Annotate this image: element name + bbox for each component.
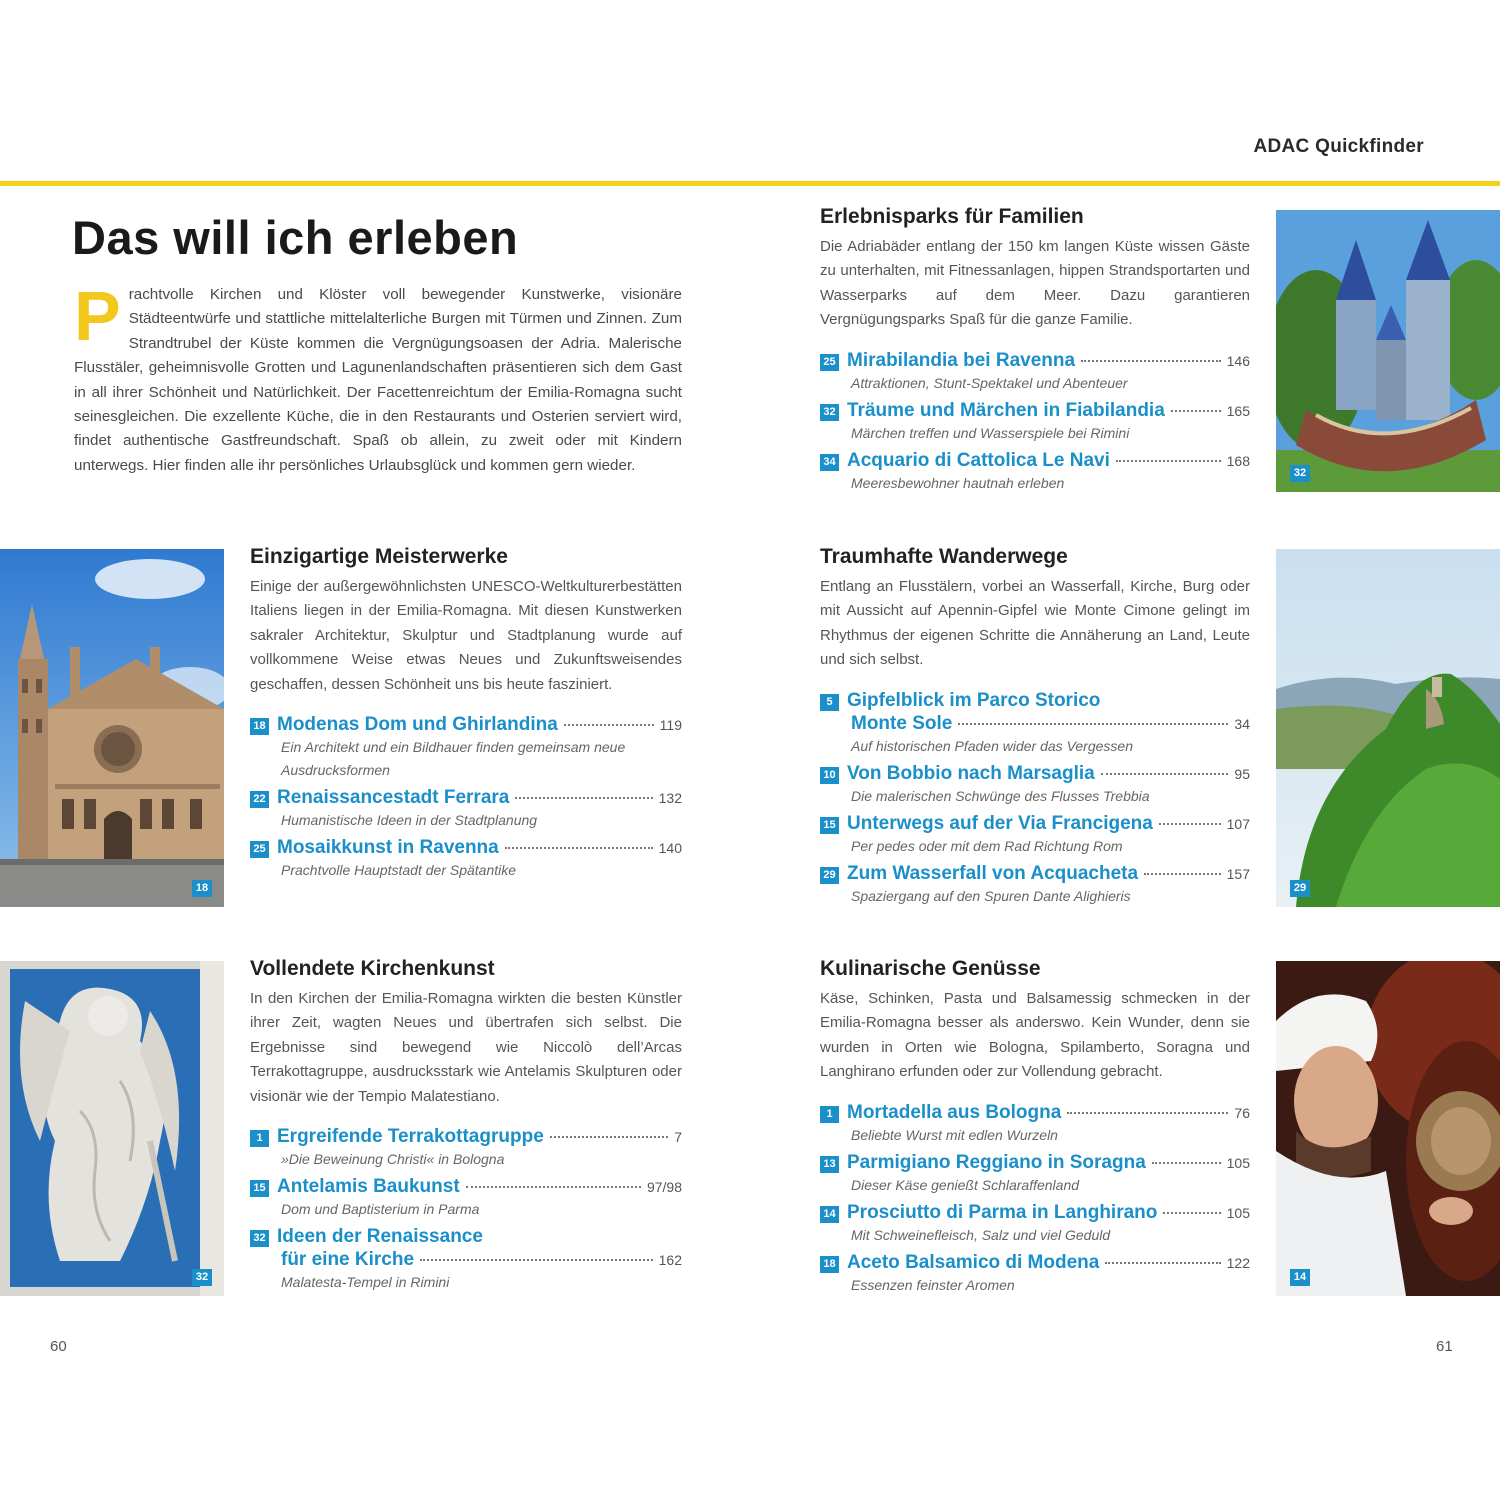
dropcap: P [74, 277, 121, 355]
photo-green-hills [1276, 549, 1500, 907]
entry-number: 5 [820, 694, 839, 711]
section-description: Entlang an Flusstälern, vorbei an Wasserfall, Kirche, Burg oder mit Aussicht auf Apennin-Gipfel wie Monte Cimone gelingt im Rhythmus der eigenen Schritte die Annäherung an Land, Leute und sich selbst. [820, 578, 1250, 669]
entry-number: 34 [820, 454, 839, 471]
section-title: Erlebnisparks für Familien [820, 205, 1084, 228]
leader-dots [550, 1136, 668, 1138]
entry-number: 14 [820, 1206, 839, 1223]
entry-subtitle: Ein Architekt und ein Bildhauer finden gemeinsam neue Ausdrucksformen [281, 739, 626, 779]
photo-terracotta-relief [0, 961, 224, 1296]
entry-subtitle: Meeresbewohner hautnah erleben [851, 474, 1065, 491]
entry-number: 18 [250, 718, 269, 735]
entry-page: 165 [1226, 402, 1250, 419]
entry-title: Antelamis Baukunst [277, 1176, 460, 1198]
photo-number-badge: 32 [1290, 465, 1310, 482]
list-item[interactable] [820, 399, 1250, 445]
entry-subtitle: Mit Schweinefleisch, Salz und viel Geduld [851, 1226, 1111, 1243]
entry-subtitle: Spaziergang auf den Spuren Dante Alighieris [851, 887, 1131, 904]
list-item[interactable] [250, 1125, 682, 1171]
leader-dots [1159, 823, 1221, 825]
entry-page: 105 [1226, 1154, 1250, 1171]
list-item[interactable] [250, 786, 682, 832]
leader-dots [505, 847, 653, 849]
leader-dots [1101, 773, 1229, 775]
leader-dots [1116, 460, 1221, 462]
entry-page: 162 [658, 1252, 682, 1269]
entry-title: Von Bobbio nach Marsaglia [847, 762, 1095, 784]
entry-page: 97/98 [646, 1179, 682, 1196]
entry-subtitle: Per pedes oder mit dem Rad Richtung Rom [851, 837, 1123, 854]
entry-list [820, 1101, 1250, 1297]
entry-number: 32 [820, 404, 839, 421]
list-item[interactable] [820, 1151, 1250, 1197]
entry-number: 1 [250, 1130, 269, 1147]
entry-subtitle: Malatesta-Tempel in Rimini [281, 1274, 450, 1291]
entry-title-continued: für eine Kirche [281, 1249, 415, 1271]
leader-dots [420, 1259, 653, 1261]
list-item[interactable] [820, 812, 1250, 858]
entry-list [820, 349, 1250, 495]
photo-ham-cellar [1276, 961, 1500, 1296]
entry-subtitle: Dieser Käse genießt Schlaraffenland [851, 1176, 1080, 1193]
photo-number-badge: 14 [1290, 1269, 1310, 1286]
entry-page: 7 [674, 1129, 682, 1146]
entry-page: 140 [658, 840, 682, 857]
entry-page: 107 [1226, 815, 1250, 832]
entry-number: 15 [820, 817, 839, 834]
list-item[interactable] [250, 713, 682, 782]
entry-subtitle: Prachtvolle Hauptstadt der Spätantike [281, 862, 517, 879]
entry-title: Mirabilandia bei Ravenna [847, 349, 1076, 371]
list-item[interactable] [820, 349, 1250, 395]
entry-page: 76 [1234, 1104, 1250, 1121]
photo-modena-cathedral [0, 549, 224, 907]
entry-page: 157 [1226, 865, 1250, 882]
list-item[interactable] [820, 689, 1250, 758]
entry-title: Acquario di Cattolica Le Navi [847, 449, 1110, 471]
entry-number: 25 [820, 354, 839, 371]
entry-number: 25 [250, 841, 269, 858]
entry-subtitle: Die malerischen Schwünge des Flusses Trebbia [851, 787, 1150, 804]
intro-text: rachtvolle Kirchen und Klöster voll bewegender Kunstwerke, visionäre Städteentwürfe und stattliche mittelalterliche Burgen mit Türmen und Zinnen. Zum Strandtrubel der Küste kommen die Vergnügungsoasen der Adria. Malerische Flusstäler, geheimnisvolle Grotten und Lagunenlandschaften präsentieren sich dem Gast in all ihrer Schönheit und Natürlichkeit. Der Facettenreichtum der Emilia-Romagna sucht seinesgleichen. Die exzellente Küche, die in den Restaurants und Osterien serviert wird, findet authentische Gastfreundschaft. Spaß ob allein, zu zweit oder mit Kindern unterwegs. Hier finden alle ihr persönliches Urlaubsglück und kommen gern wieder. [74, 286, 682, 474]
entry-page: 146 [1226, 352, 1250, 369]
entry-number: 22 [250, 791, 269, 808]
entry-title: Zum Wasserfall von Acquacheta [847, 862, 1139, 884]
leader-dots [466, 1186, 641, 1188]
leader-dots [1163, 1212, 1220, 1214]
page-number-left: 60 [50, 1338, 67, 1355]
entry-subtitle: Humanistische Ideen in der Stadtplanung [281, 812, 538, 829]
section-kulinarisch [820, 957, 1250, 1301]
entry-title: Renaissancestadt Ferrara [277, 787, 510, 809]
entry-number: 15 [250, 1180, 269, 1197]
entry-page: 34 [1234, 715, 1250, 732]
list-item[interactable] [820, 1251, 1250, 1297]
page-title: Das will ich erleben [72, 211, 519, 264]
entry-title: Ideen der Renaissance [277, 1226, 483, 1248]
list-item[interactable] [820, 762, 1250, 808]
entry-subtitle: »Die Beweinung Christi« in Bologna [281, 1151, 505, 1168]
entry-page: 119 [659, 717, 682, 734]
section-meisterwerke [250, 545, 682, 886]
entry-title: Unterwegs auf der Via Francigena [847, 812, 1153, 834]
entry-page: 95 [1234, 765, 1250, 782]
leader-dots [958, 723, 1228, 725]
entry-number: 29 [820, 867, 839, 884]
entry-title-continued: Monte Sole [851, 712, 953, 734]
photo-number-badge: 29 [1290, 880, 1310, 897]
entry-subtitle: Essenzen feinster Aromen [851, 1276, 1015, 1293]
list-item[interactable] [820, 1101, 1250, 1147]
section-wanderwege [820, 545, 1250, 912]
leader-dots [1144, 873, 1221, 875]
entry-page: 122 [1226, 1254, 1250, 1271]
entry-subtitle: Beliebte Wurst mit edlen Wurzeln [851, 1126, 1058, 1143]
entry-subtitle: Märchen treffen und Wasserspiele bei Rimini [851, 424, 1130, 441]
leader-dots [1105, 1262, 1220, 1264]
section-description: Käse, Schinken, Pasta und Balsamessig schmecken in der Emilia-Romagna besser als anderswo. Kein Wunder, denn sie wurden in Orten wie Bologna, Spilamberto, Soragna und Langhirano erfunden oder zur Vollendung gebracht. [820, 990, 1250, 1081]
entry-number: 10 [820, 767, 839, 784]
entry-title: Modenas Dom und Ghirlandina [277, 714, 558, 736]
entry-number: 13 [820, 1156, 839, 1173]
entry-title: Ergreifende Terrakottagruppe [277, 1126, 544, 1148]
entry-page: 168 [1226, 452, 1250, 469]
section-title: Traumhafte Wanderwege [820, 545, 1068, 568]
list-item[interactable] [250, 1225, 682, 1294]
leader-dots [1152, 1162, 1221, 1164]
section-description: Einige der außergewöhnlichsten UNESCO-Weltkulturerbestätten Italiens liegen in der Emilia-Romagna. Mit diesen Kunstwerken sakraler Architektur, Skulptur und Stadtplanung wurde auf vollkommene Weise etwas Neues und Zukunftsweisendes geschaffen, dessen Schönheit uns bis heute fasziniert. [250, 578, 682, 693]
entry-subtitle: Attraktionen, Stunt-Spektakel und Abenteuer [851, 374, 1128, 391]
entry-title: Parmigiano Reggiano in Soragna [847, 1151, 1146, 1173]
photo-number-badge: 18 [192, 880, 212, 897]
leader-dots [515, 797, 652, 799]
entry-page: 132 [658, 790, 682, 807]
list-item[interactable] [820, 862, 1250, 908]
entry-number: 1 [820, 1106, 839, 1123]
list-item[interactable] [820, 1201, 1250, 1247]
entry-number: 32 [250, 1230, 269, 1247]
entry-number: 18 [820, 1256, 839, 1273]
entry-list [250, 713, 682, 882]
list-item[interactable] [250, 1175, 682, 1221]
section-erlebnisparks [820, 205, 1250, 499]
entry-subtitle: Auf historischen Pfaden wider das Vergessen [851, 737, 1133, 754]
section-description: Die Adriabäder entlang der 150 km langen Küste wissen Gäste zu unterhalten, mit Fitnessanlagen, hippen Strandsportarten und Wasserparks auf dem Meer. Dazu garantieren Vergnügungsparks Spaß für die ganze Familie. [820, 238, 1250, 329]
list-item[interactable] [250, 836, 682, 882]
section-title: Kulinarische Genüsse [820, 957, 1041, 980]
photo-number-badge: 32 [192, 1269, 212, 1286]
page-number-right: 61 [1436, 1338, 1453, 1355]
entry-title: Mortadella aus Bologna [847, 1101, 1062, 1123]
section-title: Vollendete Kirchenkunst [250, 957, 495, 980]
entry-title: Mosaikkunst in Ravenna [277, 837, 499, 859]
section-kirchenkunst [250, 957, 682, 1298]
entry-title: Gipfelblick im Parco Storico [847, 689, 1101, 711]
entry-page: 105 [1226, 1204, 1250, 1221]
section-title: Einzigartige Meisterwerke [250, 545, 508, 568]
header-rule [0, 181, 1500, 186]
leader-dots [564, 724, 654, 726]
leader-dots [1081, 360, 1221, 362]
entry-title: Träume und Märchen in Fiabilandia [847, 399, 1165, 421]
entry-list [820, 689, 1250, 908]
intro-paragraph [74, 277, 682, 478]
leader-dots [1171, 410, 1221, 412]
section-description: In den Kirchen der Emilia-Romagna wirkten die besten Künstler ihrer Zeit, wagten Neues und übertrafen sich selbst. Die Ergebnisse sind bewegend wie Niccolò dell’Arcas Terrakottagruppe, ausdrucksstark wie Antelamis Skulpturen oder visionär wie der Tempio Malatestiano. [250, 990, 682, 1105]
list-item[interactable] [820, 449, 1250, 495]
leader-dots [1067, 1112, 1228, 1114]
entry-list [250, 1125, 682, 1294]
entry-title: Prosciutto di Parma in Langhirano [847, 1201, 1158, 1223]
running-header: ADAC Quickfinder [1253, 136, 1424, 157]
entry-subtitle: Dom und Baptisterium in Parma [281, 1201, 480, 1218]
entry-title: Aceto Balsamico di Modena [847, 1251, 1100, 1273]
photo-fairytale-castle [1276, 210, 1500, 492]
